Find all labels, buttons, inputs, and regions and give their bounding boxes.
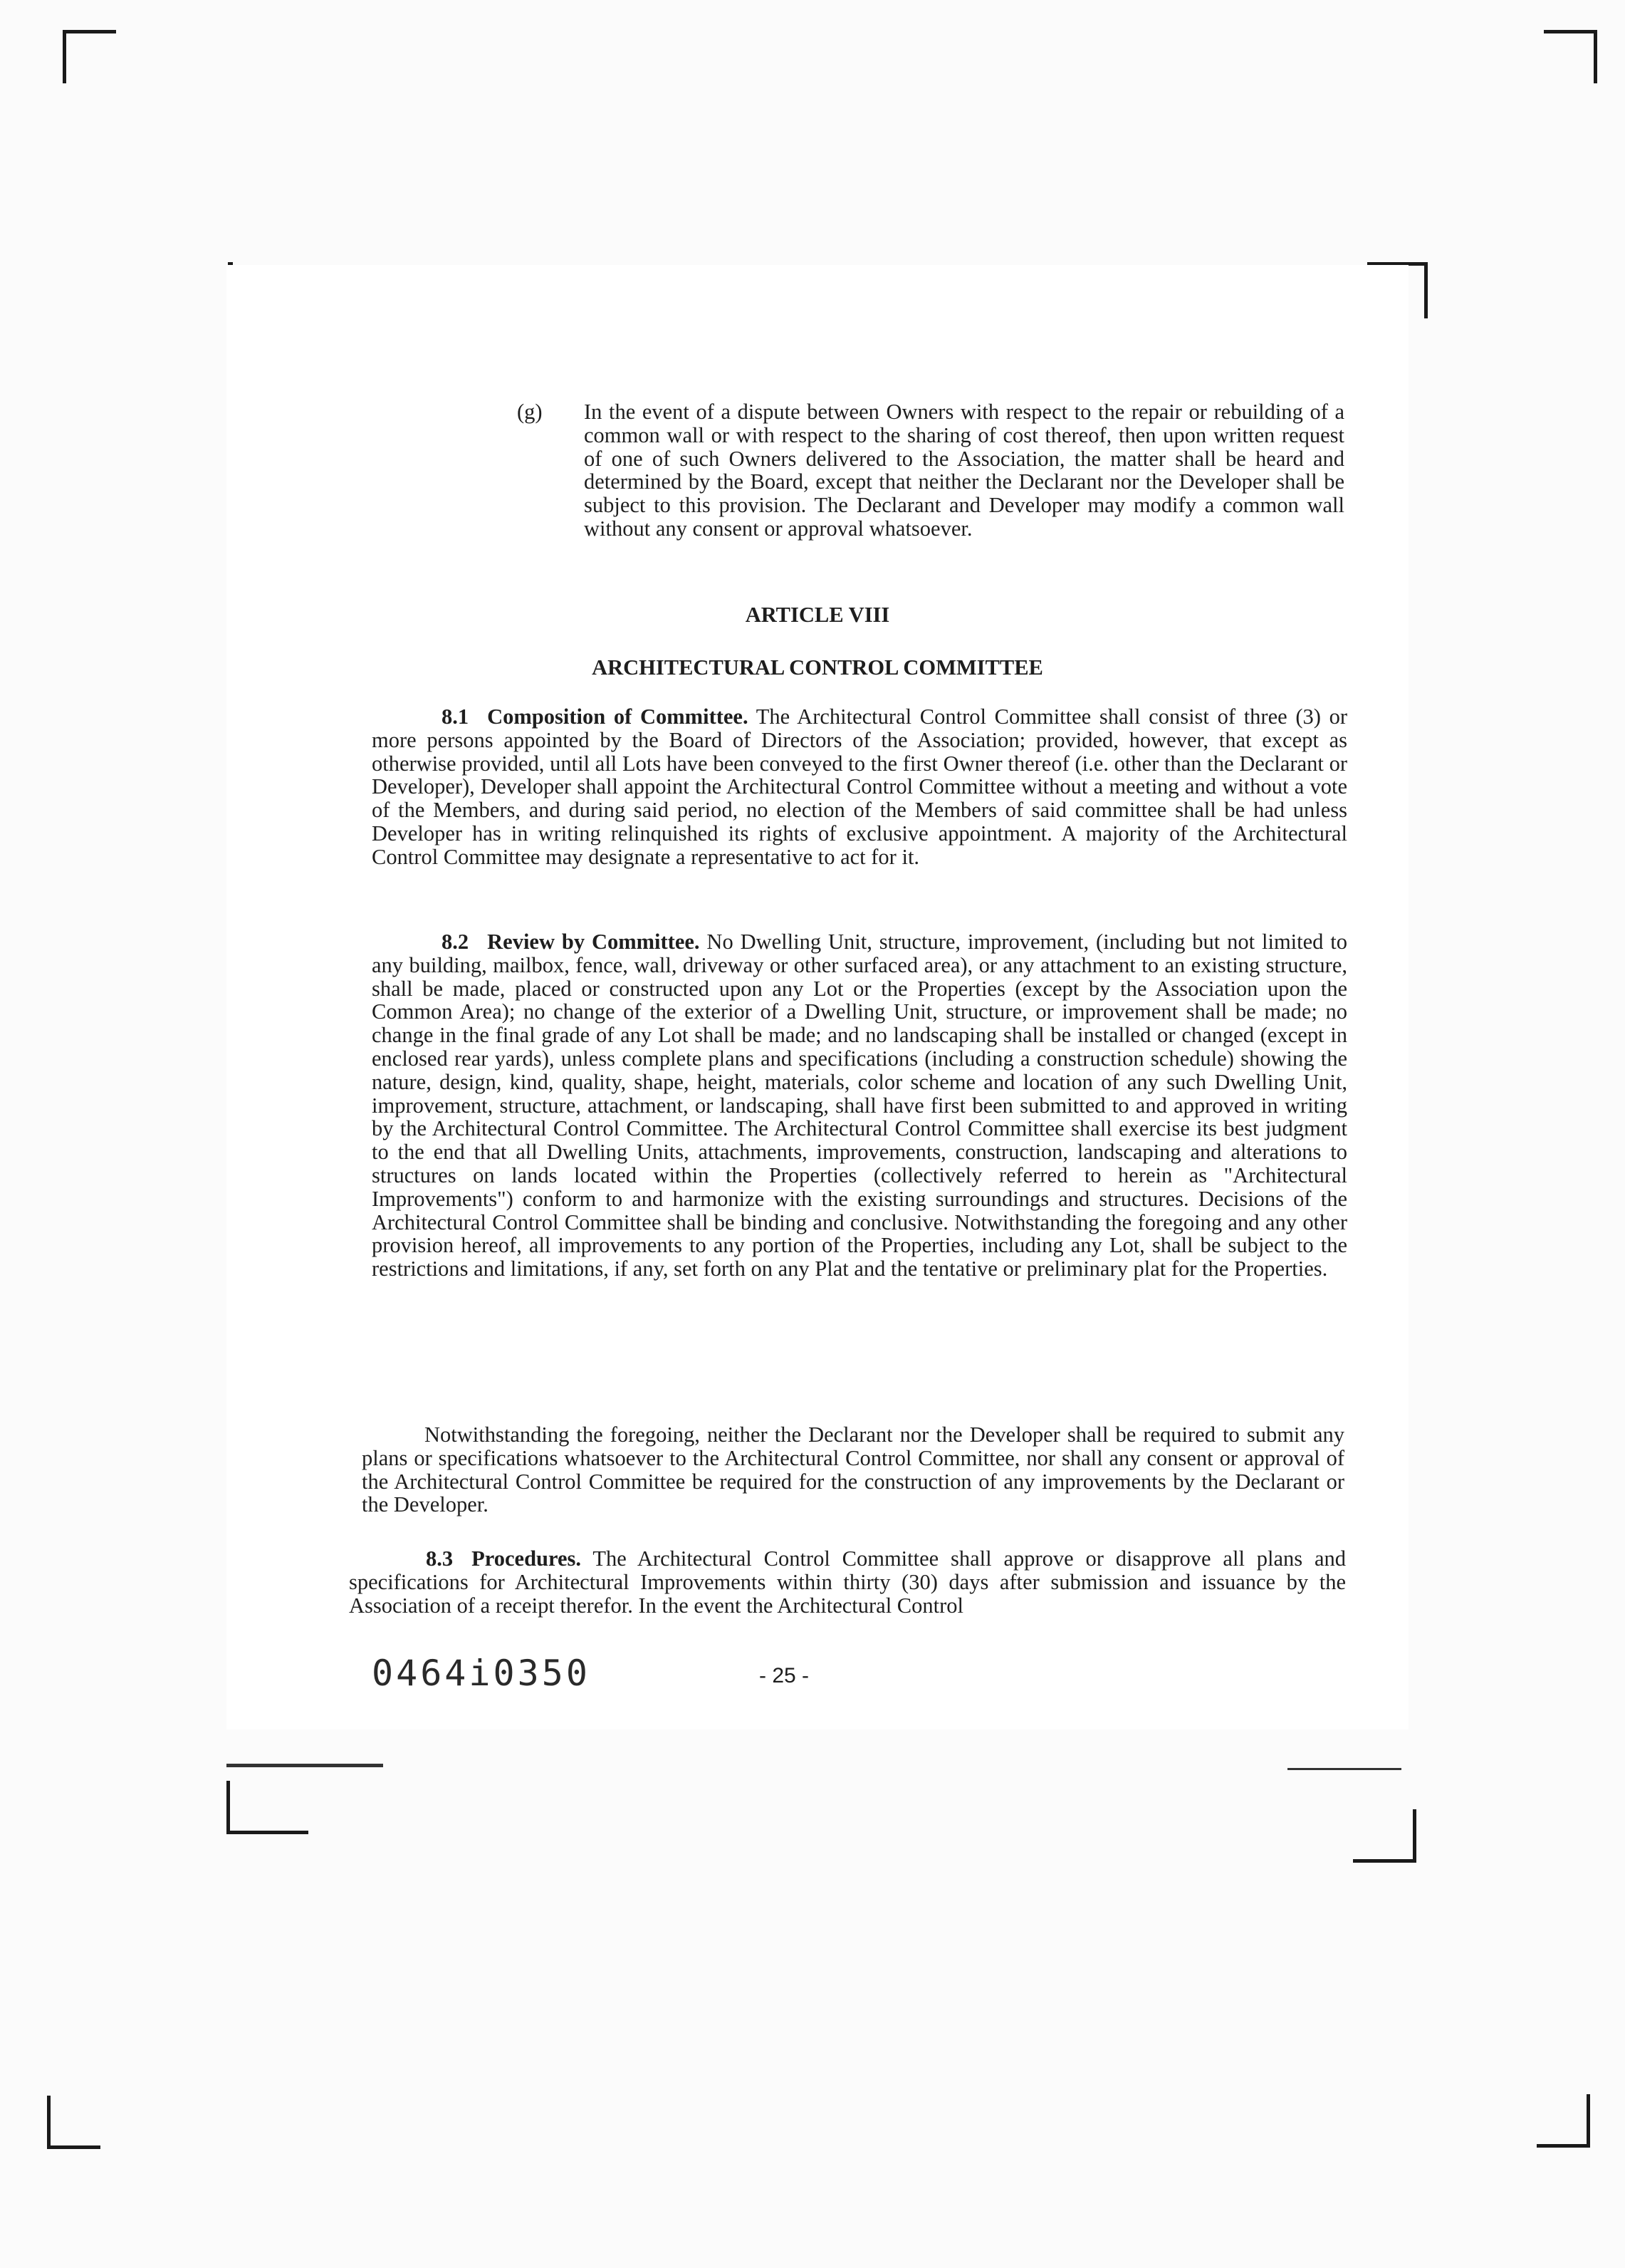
section-text: The Architectural Control Committee shall approve or disapprove all plans and specifications for Architectural Improvements within thirty (30) days after submission and issuance by the Association of a receipt therefor. In the event the Architectural Control [349, 1546, 1347, 1618]
section-8-1 [372, 705, 1347, 869]
section-title: Review by Committee. [487, 930, 700, 954]
bottom-rule [226, 1764, 383, 1767]
crop-mark-bottom-left [47, 2096, 100, 2149]
inner-crop-mark-bottom-right [1353, 1809, 1416, 1863]
document-number: 0464i0350 [372, 1653, 590, 1694]
section-number: 8.3 [426, 1546, 454, 1571]
item-g-label: (g) [517, 400, 543, 424]
article-number: ARTICLE VIII [745, 603, 890, 627]
document-page [226, 265, 1409, 1729]
bottom-rule-right [1287, 1768, 1401, 1770]
section-text: The Architectural Control Committee shall consist of three (3) or more persons appointed by the Board of Directors of the Association; provided, however, that except as otherwise provided, until all Lots have been conveyed to the first Owner thereof (i.e. other than the Declarant or Developer), Developer shall appoint the Architectural Control Committee without a meeting and without a vote of the Members, and during said period, no election of the Members of said committee shall be had unless Developer has in writing relinquished its rights of exclusive appointment. A majority of the Architectural Control Committee may designate a representative to act for it. [372, 704, 1348, 869]
section-number: 8.1 [441, 704, 469, 729]
page-number: - 25 - [759, 1664, 810, 1687]
section-8-2-continuation: Notwithstanding the foregoing, neither the Declarant nor the Developer shall be required to submit any plans or specifications whatsoever to the Architectural Control Committee, nor shall any consent or approval of the Architectural Control Committee be required for the construction of any improvements by the Declarant or the Developer. [362, 1422, 1344, 1517]
section-8-3 [349, 1547, 1346, 1617]
article-title: ARCHITECTURAL CONTROL COMMITTEE [592, 655, 1043, 680]
inner-crop-mark-bottom-left [226, 1781, 308, 1834]
section-title: Procedures. [471, 1546, 582, 1571]
section-number: 8.2 [441, 930, 469, 954]
section-text: No Dwelling Unit, structure, improvement, (including but not limited to any building, mailbox, fence, wall, driveway or other surfaced area), or any attachment to an existing structure, shall be made, placed or constructed upon any Lot or the Properties (except by the Association upon the Common Area); no change of the exterior of a Dwelling Unit, structure, or improvement shall be made; no change in the final grade of any Lot shall be made; and no landscaping shall be installed or changed (except in enclosed rear yards), unless complete plans and specifications (including a construction schedule) showing the nature, design, kind, quality, shape, height, materials, color scheme and location of any such Dwelling Unit, improvement, structure, attachment, or landscaping, shall have first been submitted to and approved in writing by the Architectural Control Committee. The Architectural Control Committee shall exercise its best judgment to the end that all Dwelling Units, attachments, improvements, construction, landscaping and alterations to structures on lands located within the Properties (collectively referred to herein as "Architectural Improvements") conform to and harmonize with the existing surroundings and structures. Decisions of the Architectural Control Committee shall be binding and conclusive. Notwithstanding the foregoing and any other provision hereof, all improvements to any portion of the Properties, including any Lot, shall be subject to the restrictions and limitations, if any, set forth on any Plat and the tentative or preliminary plat for the Properties. [372, 930, 1348, 1281]
section-title: Composition of Committee. [487, 704, 748, 729]
section-8-2 [372, 930, 1347, 1281]
crop-mark-top-left [63, 30, 116, 83]
crop-mark-bottom-right [1537, 2094, 1590, 2148]
crop-mark-top-right [1544, 30, 1597, 83]
item-g-text: In the event of a dispute between Owners with respect to the repair or rebuilding of a common wall or with respect to the sharing of cost thereof, then upon written request of one of such Owners delivered to the Association, the matter shall be heard and determined by the Board, except that neither the Declarant nor the Developer shall be subject to this provision. The Declarant and Developer may modify a common wall without any consent or approval whatsoever. [584, 400, 1344, 541]
